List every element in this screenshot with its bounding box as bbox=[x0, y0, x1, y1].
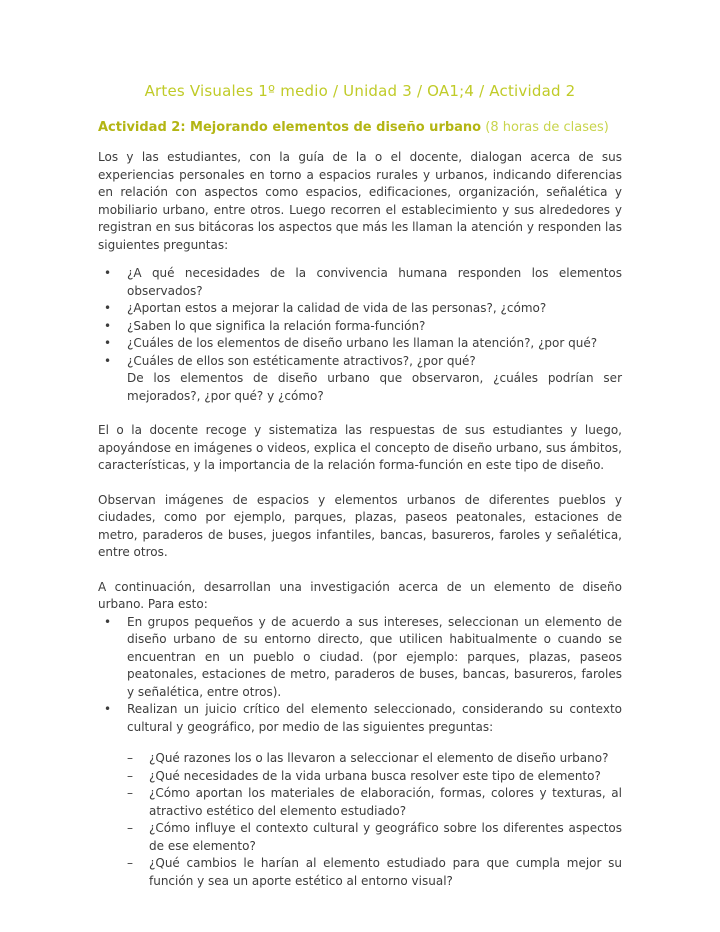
list-item-text: ¿Cómo influye el contexto cultural y geográfico sobre los diferentes aspectos de ese elemento? bbox=[149, 821, 622, 853]
list-item bbox=[98, 318, 622, 336]
question-bullet-list bbox=[98, 265, 622, 405]
list-item-text: Realizan un juicio crítico del elemento seleccionado, considerando su contexto cultural y geográfico, por medio de las siguientes preguntas: bbox=[127, 702, 622, 734]
list-item bbox=[98, 768, 622, 786]
list-item bbox=[98, 353, 622, 406]
task-bullet-list bbox=[98, 614, 622, 737]
list-item bbox=[98, 300, 622, 318]
list-item bbox=[98, 701, 622, 736]
list-item bbox=[98, 785, 622, 820]
list-item-text: ¿Qué necesidades de la vida urbana busca resolver este tipo de elemento? bbox=[149, 768, 601, 783]
intro-paragraph: Los y las estudiantes, con la guía de la o el docente, dialogan acerca de sus experiencias personales en torno a espacios rurales y urbanos, indicando diferencias en relación con aspectos como espacios, edificaciones, organización, señalética y mobiliario urbano, entre otros. Luego recorren el establecimiento y sus alrededores y registran en sus bitácoras los aspectos que más les llaman la atención y responden las siguientes preguntas: bbox=[98, 150, 622, 252]
list-item bbox=[98, 855, 622, 890]
teacher-paragraph: El o la docente recoge y sistematiza las respuestas de sus estudiantes y luego, apoyándose en imágenes o videos, explica el concepto de diseño urbano, sus ámbitos, características, y la importancia de la relación forma-función en este tipo de diseño. bbox=[98, 423, 622, 472]
page-title: Artes Visuales 1º medio / Unidad 3 / OA1;4 / Actividad 2 bbox=[144, 82, 576, 100]
activity-heading bbox=[98, 120, 622, 135]
list-item-text: ¿Cuáles de los elementos de diseño urbano les llaman la atención?, ¿por qué? bbox=[127, 336, 598, 350]
list-item-text: ¿Aportan estos a mejorar la calidad de vida de las personas?, ¿cómo? bbox=[127, 301, 547, 315]
list-item-text: En grupos pequeños y de acuerdo a sus intereses, seleccionan un elemento de diseño urbano de su entorno directo, que utilicen habitualmente o cuando se encuentran en un pueblo o ciudad. (por ejemplo: parques, plazas, paseos peatonales, estaciones de metro, paraderos de buses, bancas, basureros, faroles y señalética, entre otros). bbox=[127, 614, 622, 699]
list-item-continuation: De los elementos de diseño urbano que observaron, ¿cuáles podrían ser mejorados?, ¿por qué? y ¿cómo? bbox=[127, 371, 622, 403]
list-item-text: ¿Saben lo que significa la relación forma-función? bbox=[127, 318, 426, 333]
list-item-text: • ¿Cuáles de ellos son estéticamente atractivos?, ¿por qué? bbox=[127, 353, 476, 368]
list-item bbox=[98, 820, 622, 855]
critical-question-list bbox=[98, 750, 622, 890]
list-item-text: ¿Qué cambios le harían al elemento estudiado para que cumpla mejor su función y sea un aporte estético al entorno visual? bbox=[149, 856, 622, 888]
list-item bbox=[98, 614, 622, 702]
activity-heading-bold: Actividad 2: Mejorando elementos de diseño urbano bbox=[98, 120, 482, 135]
activity-duration: (8 horas de clases) bbox=[481, 120, 609, 135]
observe-paragraph: Observan imágenes de espacios y elementos urbanos de diferentes pueblos y ciudades, como por ejemplo, parques, plazas, paseos peatonales, estaciones de metro, paraderos de buses, juegos infantiles, bancas, basureros, faroles y señalética, entre otros. bbox=[98, 492, 622, 559]
research-intro-paragraph: A continuación, desarrollan una investigación acerca de un elemento de diseño urbano. Para esto: bbox=[98, 579, 622, 611]
list-item bbox=[98, 750, 622, 768]
list-item-text: ¿Cómo aportan los materiales de elaboración, formas, colores y texturas, al atractivo estético del elemento estudiado? bbox=[149, 786, 622, 818]
list-item bbox=[98, 335, 622, 353]
list-item-text: ¿A qué necesidades de la convivencia humana responden los elementos observados? bbox=[127, 266, 622, 298]
list-item-text: ¿Qué razones los o las llevaron a seleccionar el elemento de diseño urbano? bbox=[149, 751, 609, 765]
list-item bbox=[98, 265, 622, 300]
